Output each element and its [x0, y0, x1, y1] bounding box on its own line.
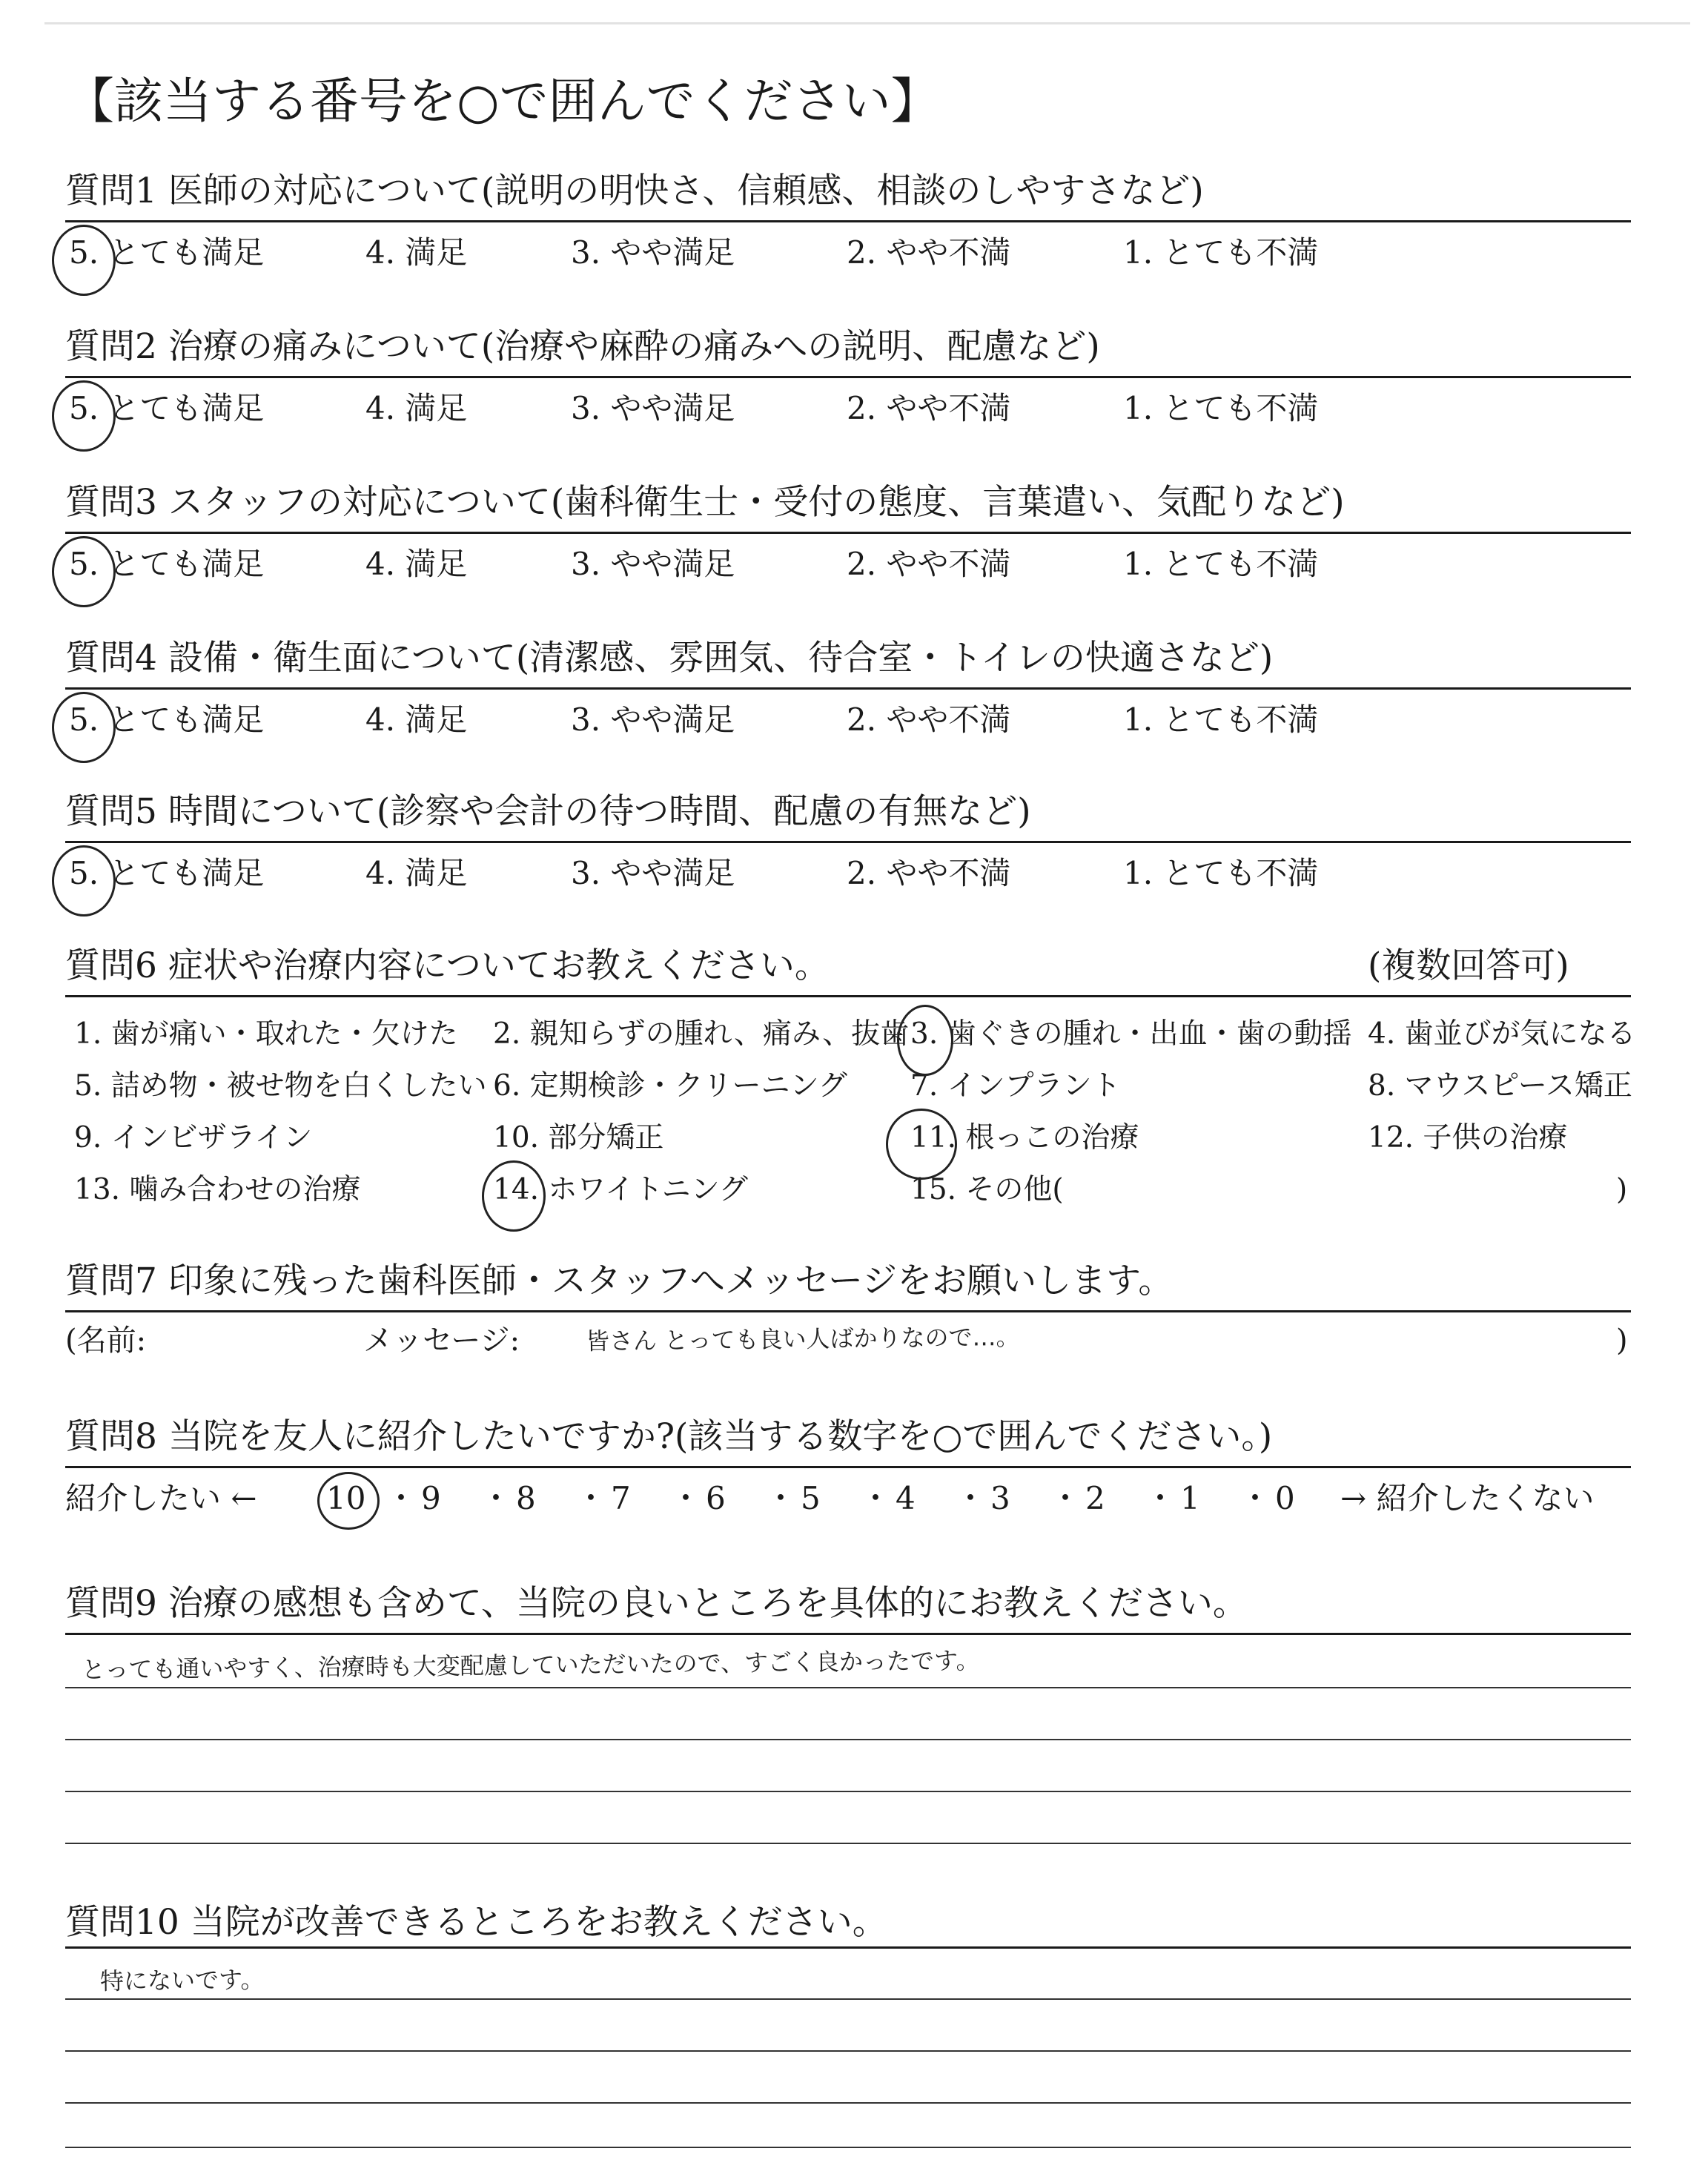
rating-option[interactable]: 1. とても不満	[1123, 390, 1319, 426]
answer-line	[65, 1687, 1631, 1688]
recommend-score-option[interactable]: 10	[326, 1480, 366, 1516]
rating-option[interactable]: 3. やや満足	[571, 390, 735, 426]
question-rule	[65, 1633, 1631, 1635]
answer-line	[65, 1843, 1631, 1844]
symptom-option[interactable]: 9. インビザライン	[74, 1121, 313, 1155]
selected-rating-circle	[52, 380, 116, 452]
rating-option[interactable]: 3. やや満足	[571, 855, 735, 891]
question-rule	[65, 220, 1631, 222]
rating-option[interactable]: 1. とても不満	[1123, 855, 1319, 891]
spacer	[157, 945, 168, 986]
question-text: 症状や治療内容についてお教えください。	[168, 945, 830, 986]
selected-rating-circle	[52, 692, 116, 763]
symptom-option[interactable]: 1. 歯が痛い・取れた・欠けた	[74, 1017, 458, 1051]
answer-line	[65, 2050, 1631, 2052]
symptom-option[interactable]: 8. マウスピース矯正	[1368, 1069, 1632, 1103]
rating-option[interactable]: 4. 満足	[365, 234, 468, 271]
rating-option[interactable]: 5. とても満足	[69, 855, 265, 891]
rating-option[interactable]: 2. やや不満	[847, 390, 1011, 426]
rating-option[interactable]: 2. やや不満	[847, 234, 1011, 271]
rating-option[interactable]: 5. とても満足	[69, 234, 265, 271]
page-title: 【該当する番号を○で囲んでください】	[65, 73, 940, 130]
question-rule	[65, 841, 1631, 843]
question-heading	[65, 478, 1345, 527]
selected-rating-circle	[52, 845, 116, 916]
scale-separator: ・	[860, 1480, 892, 1516]
scale-separator: ・	[1239, 1480, 1271, 1516]
rating-option[interactable]: 1. とても不満	[1123, 701, 1319, 738]
recommend-score-option[interactable]: 7	[611, 1480, 631, 1516]
question-rule	[65, 376, 1631, 378]
question-label: 質問8	[65, 1416, 157, 1457]
scale-separator: ・	[955, 1480, 987, 1516]
selected-symptom-circle	[897, 1005, 953, 1076]
symptom-option[interactable]: 2. 親知らずの腫れ、痛み、抜歯	[493, 1017, 910, 1051]
selected-score-circle	[317, 1472, 380, 1530]
question-heading	[65, 1257, 1173, 1306]
selected-symptom-circle	[482, 1160, 546, 1232]
question-rule	[65, 532, 1631, 534]
answer-line	[65, 1791, 1631, 1792]
question-heading	[65, 787, 1031, 836]
question-label: 質問4	[65, 638, 157, 678]
symptom-option[interactable]: 10. 部分矯正	[493, 1121, 664, 1155]
recommend-score-option[interactable]: 3	[990, 1480, 1010, 1516]
selected-rating-circle	[52, 225, 116, 296]
message-close: )	[1616, 1324, 1628, 1358]
symptom-option[interactable]: 3. 歯ぐきの腫れ・出血・歯の動揺	[910, 1017, 1352, 1051]
question-heading	[65, 942, 830, 991]
scale-separator: ・	[385, 1480, 417, 1516]
question-text: 時間について(診察や会計の待つ時間、配慮の有無など)	[168, 791, 1031, 832]
question-heading	[65, 1413, 1272, 1462]
spacer	[157, 1583, 168, 1624]
question-rule	[65, 687, 1631, 690]
rating-option[interactable]: 3. やや満足	[571, 234, 735, 271]
name-label: (名前:	[65, 1324, 147, 1358]
recommend-score-option[interactable]: 0	[1275, 1480, 1295, 1516]
scale-separator: ・	[670, 1480, 702, 1516]
message-handwritten[interactable]: 皆さん とっても良い人ばかりなので…。	[585, 1322, 1020, 1355]
answer-line	[65, 2102, 1631, 2104]
recommend-score-option[interactable]: 8	[516, 1480, 536, 1516]
question-label: 質問10	[65, 1902, 179, 1943]
recommend-right-label: → 紹介したくない	[1340, 1480, 1595, 1516]
rating-option[interactable]: 3. やや満足	[571, 701, 735, 738]
question-label: 質問3	[65, 482, 157, 523]
question-rule	[65, 1466, 1631, 1468]
recommend-score-option[interactable]: 9	[421, 1480, 441, 1516]
spacer	[157, 638, 168, 678]
message-label: メッセージ:	[363, 1324, 520, 1358]
scale-separator: ・	[1050, 1480, 1082, 1516]
rating-option[interactable]: 3. やや満足	[571, 546, 735, 582]
symptom-option[interactable]: 7. インプラント	[910, 1069, 1121, 1103]
question-label: 質問6	[65, 945, 157, 986]
question-heading	[65, 167, 1204, 216]
rating-option[interactable]: 1. とても不満	[1123, 546, 1319, 582]
spacer	[157, 1416, 168, 1457]
rating-option[interactable]: 5. とても満足	[69, 390, 265, 426]
answer-line	[65, 2147, 1631, 2148]
recommend-score-option[interactable]: 6	[706, 1480, 726, 1516]
rating-option[interactable]: 5. とても満足	[69, 546, 265, 582]
selected-symptom-circle	[886, 1109, 957, 1180]
question-label: 質問9	[65, 1583, 157, 1624]
recommend-score-option[interactable]: 5	[801, 1480, 821, 1516]
spacer	[157, 791, 168, 832]
symptom-option[interactable]: 12. 子供の治療	[1368, 1121, 1568, 1155]
answer-line	[65, 1998, 1631, 2000]
top-border	[44, 22, 1690, 24]
rating-option[interactable]: 5. とても満足	[69, 701, 265, 738]
recommend-left-label: 紹介したい ←	[65, 1480, 257, 1516]
question-text: 当院を友人に紹介したいですか?(該当する数字を○で囲んでください。)	[168, 1416, 1273, 1457]
symptom-option[interactable]: 5. 詰め物・被せ物を白くしたい	[74, 1069, 487, 1103]
question-heading	[65, 323, 1100, 371]
spacer	[179, 1902, 191, 1943]
rating-option[interactable]: 2. やや不満	[847, 855, 1011, 891]
question-rule	[65, 1946, 1631, 1949]
scale-separator: ・	[480, 1480, 512, 1516]
question-text: 医師の対応について(説明の明快さ、信頼感、相談のしやすさなど)	[168, 171, 1204, 211]
answer-line	[65, 1739, 1631, 1740]
symptom-option[interactable]: )	[1616, 1173, 1628, 1206]
question-text: 印象に残った歯科医師・スタッフへメッセージをお願いします。	[168, 1261, 1174, 1301]
question-label: 質問7	[65, 1261, 157, 1301]
question-text: 治療の感想も含めて、当院の良いところを具体的にお教えください。	[168, 1583, 1248, 1624]
rating-option[interactable]: 4. 満足	[365, 701, 468, 738]
question-heading	[65, 634, 1273, 683]
rating-option[interactable]: 2. やや不満	[847, 546, 1011, 582]
symptom-option[interactable]: 14. ホワイトニング	[493, 1173, 748, 1206]
question-text: 当院が改善できるところをお教えください。	[190, 1902, 887, 1943]
symptom-option[interactable]: 6. 定期検診・クリーニング	[493, 1069, 847, 1103]
rating-option[interactable]: 1. とても不満	[1123, 234, 1319, 271]
question-label: 質問1	[65, 171, 157, 211]
question-label: 質問2	[65, 326, 157, 367]
recommend-score-option[interactable]: 1	[1180, 1480, 1200, 1516]
recommend-score-option[interactable]: 4	[896, 1480, 916, 1516]
symptom-option[interactable]: 4. 歯並びが気になる	[1368, 1017, 1636, 1051]
question-text: 設備・衛生面について(清潔感、雰囲気、待合室・トイレの快適さなど)	[168, 638, 1274, 678]
question-rule	[65, 1310, 1631, 1312]
scale-separator: ・	[575, 1480, 607, 1516]
rating-option[interactable]: 2. やや不満	[847, 701, 1011, 738]
scale-separator: ・	[1145, 1480, 1176, 1516]
spacer	[157, 482, 168, 523]
rating-option[interactable]: 4. 満足	[365, 546, 468, 582]
rating-option[interactable]: 4. 満足	[365, 855, 468, 891]
question-heading	[65, 1579, 1248, 1628]
multiple-answers-note: (複数回答可)	[1368, 945, 1569, 986]
rating-option[interactable]: 4. 満足	[365, 390, 468, 426]
answer-handwritten[interactable]: とっても通いやすく、治療時も大変配慮していただいたので、すごく良かったです。	[81, 1646, 980, 1684]
selected-rating-circle	[52, 536, 116, 607]
symptom-option[interactable]: 15. その他(	[910, 1173, 1064, 1206]
answer-handwritten[interactable]: 特にないです。	[99, 1965, 265, 1995]
scale-separator: ・	[765, 1480, 797, 1516]
question-rule	[65, 995, 1631, 997]
spacer	[157, 1261, 168, 1301]
question-text: スタッフの対応について(歯科衛生士・受付の態度、言葉遣い、気配りなど)	[168, 482, 1345, 523]
symptom-option[interactable]: 11. 根っこの治療	[910, 1121, 1139, 1155]
question-label: 質問5	[65, 791, 157, 832]
symptom-option[interactable]: 13. 噛み合わせの治療	[74, 1173, 361, 1206]
question-heading	[65, 1898, 887, 1947]
recommend-score-option[interactable]: 2	[1085, 1480, 1105, 1516]
question-text: 治療の痛みについて(治療や麻酔の痛みへの説明、配慮など)	[168, 326, 1100, 367]
spacer	[157, 171, 168, 211]
spacer	[157, 326, 168, 367]
